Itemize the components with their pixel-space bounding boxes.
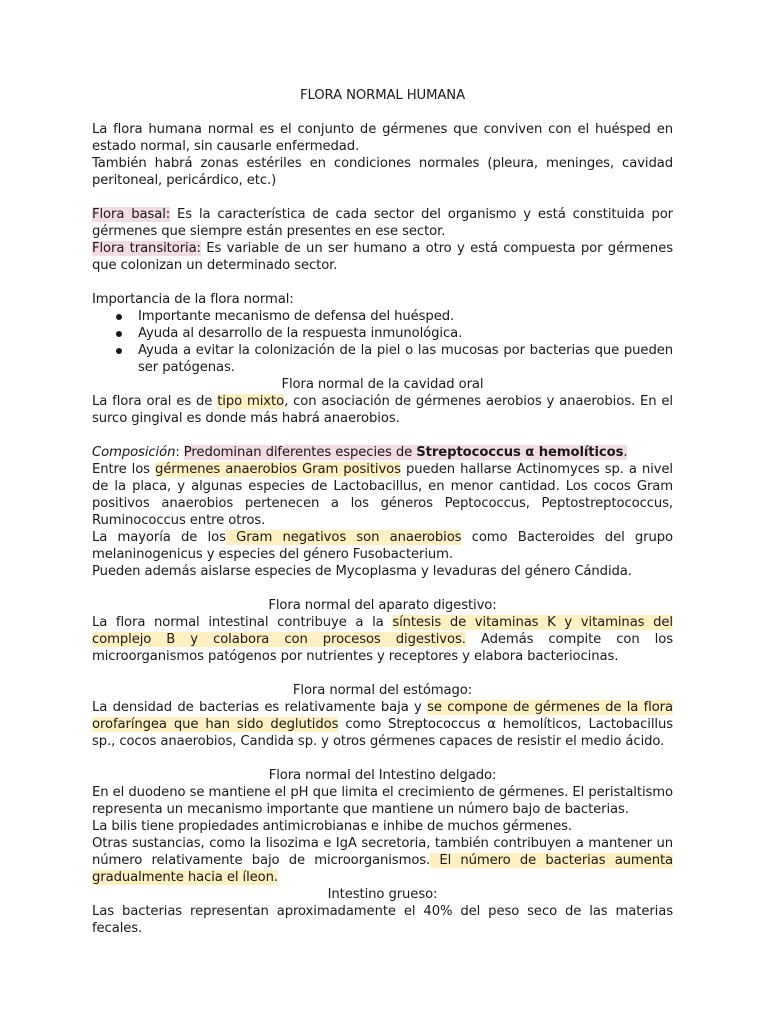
estomago-paragraph: La densidad de bacterias es relativamente baja y se compone de gérmenes de la flora orofaríngea que han sido deglutidos como Streptococcus α hemolíticos, Lactobacillus sp., cocos anaerobios, Candida sp. y otros gérmenes capaces de resistir el medio ácido. bbox=[92, 700, 674, 749]
bullet-icon bbox=[116, 348, 122, 354]
importancia-heading: Importancia de la flora normal: bbox=[92, 292, 294, 307]
oral-paragraph-5: Pueden además aislarse especies de Mycoplasma y levaduras del género Cándida. bbox=[92, 564, 632, 579]
grueso-heading: Intestino grueso: bbox=[327, 887, 438, 902]
digestivo-paragraph: La flora normal intestinal contribuye a la síntesis de vitaminas K y vitaminas del complejo B y colabora con procesos digestivos. Además compite con los microorganismos patógenos por nutrientes y receptores y elabora bacteriocinas. bbox=[92, 615, 673, 664]
oral-paragraph-4: La mayoría de los Gram negativos son anaerobios como Bacteroides del grupo melaninogenicus y especies del género Fusobacterium. bbox=[92, 530, 674, 562]
oral-paragraph-1: La flora oral es de tipo mixto, con asociación de gérmenes aerobios y anaerobios. En el surco gingival es donde más habrá anaerobios. bbox=[92, 394, 673, 426]
bullet-icon bbox=[116, 314, 122, 320]
flora-transitoria-label: Flora transitoria: bbox=[92, 241, 201, 256]
intro-paragraph-1: La flora humana normal es el conjunto de gérmenes que conviven con el huésped en estado normal, sin causarle enfermedad. bbox=[92, 122, 673, 154]
delgado-paragraph-2: La bilis tiene propiedades antimicrobianas e inhibe de muchos gérmenes. bbox=[92, 819, 572, 834]
composicion-highlight: Predominan diferentes especies de Streptococcus α hemolíticos. bbox=[183, 445, 628, 460]
oral-paragraph-3: Entre los gérmenes anaerobios Gram positivos pueden hallarse Actinomyces sp. a nivel de la placa, y algunas especies de Lactobacillus, en menor cantidad. Los cocos Gram positivos anaerobios pertenecen a los géneros Peptococcus, Peptostreptococcus, Ruminococcus entre otros. bbox=[92, 462, 673, 528]
list-item: Importante mecanismo de defensa del huésped. bbox=[92, 308, 673, 325]
flora-basal-label: Flora basal: bbox=[92, 207, 171, 222]
composicion-label: Composición bbox=[92, 445, 176, 460]
digestivo-heading: Flora normal del aparato digestivo: bbox=[268, 598, 497, 613]
flora-basal-paragraph bbox=[92, 206, 673, 240]
importancia-list bbox=[92, 308, 673, 376]
oral-heading: Flora normal de la cavidad oral bbox=[281, 377, 484, 392]
delgado-paragraph-1: En el duodeno se mantiene el pH que limita el crecimiento de gérmenes. El peristaltismo representa un mecanismo importante que mantiene un número bajo de bacterias. bbox=[92, 785, 673, 817]
grueso-paragraph: Las bacterias representan aproximadamente el 40% del peso seco de las materias fecales. bbox=[92, 904, 673, 936]
delgado-paragraph-3: Otras sustancias, como la lisozima e IgA secretoria, también contribuyen a mantener un número relativamente bajo de microorganismos. El número de bacterias aumenta gradualmente hacia el íleon. bbox=[92, 836, 674, 885]
list-item: Ayuda a evitar la colonización de la piel o las mucosas por bacterias que pueden ser patógenas. bbox=[92, 342, 673, 376]
flora-transitoria-text: Es variable de un ser humano a otro y está compuesta por gérmenes que colonizan un determinado sector. bbox=[92, 241, 673, 273]
document-title: FLORA NORMAL HUMANA bbox=[300, 88, 465, 103]
composicion-paragraph: Composición: Predominan diferentes especies de Streptococcus α hemolíticos. bbox=[92, 445, 628, 460]
document-body bbox=[92, 87, 673, 937]
list-item: Ayuda al desarrollo de la respuesta inmunológica. bbox=[92, 325, 673, 342]
flora-transitoria-paragraph bbox=[92, 240, 673, 274]
delgado-heading: Flora normal del Intestino delgado: bbox=[268, 768, 497, 783]
intro-paragraph-2: También habrá zonas estériles en condiciones normales (pleura, meninges, cavidad peritoneal, pericárdico, etc.) bbox=[92, 156, 673, 188]
estomago-heading: Flora normal del estómago: bbox=[292, 683, 473, 698]
flora-basal-text: Es la característica de cada sector del organismo y está constituida por gérmenes que siempre están presentes en ese sector. bbox=[92, 207, 674, 239]
bullet-icon bbox=[116, 331, 122, 337]
